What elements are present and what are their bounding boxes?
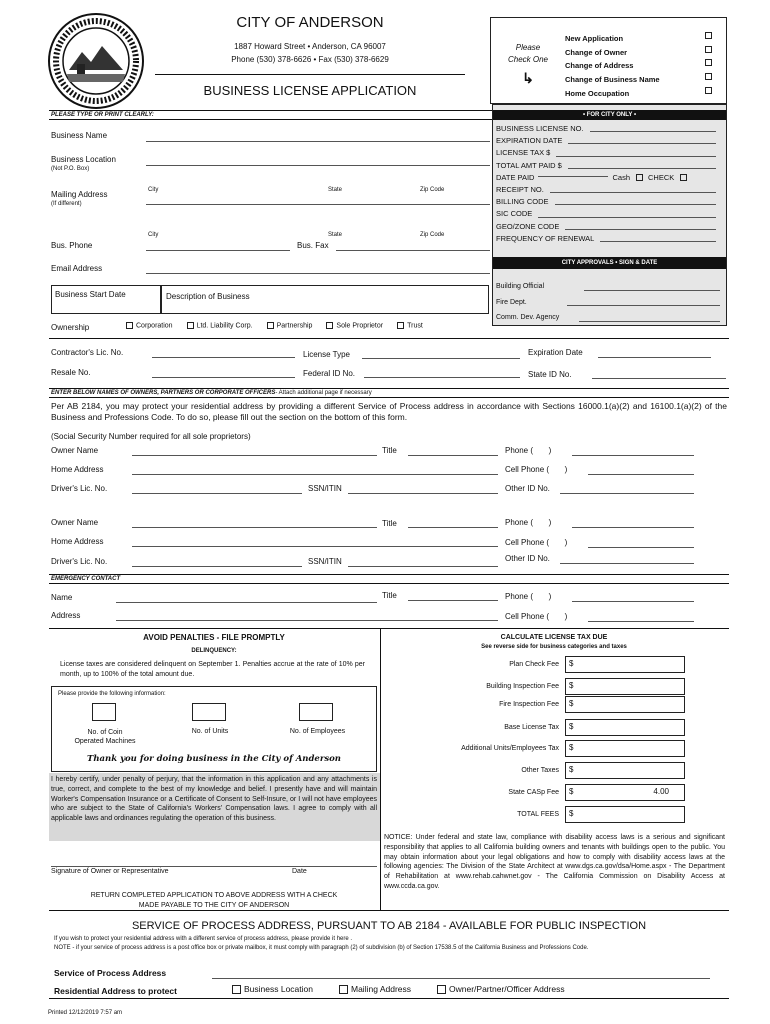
coin-machines-input[interactable] — [92, 703, 116, 721]
residential-owner-address[interactable]: Owner/Partner/Officer Address — [437, 984, 565, 994]
owner1-cell-label: Cell Phone ( ) — [505, 465, 568, 474]
owner2-name-field[interactable] — [132, 527, 377, 528]
owner2-dl-field[interactable] — [132, 566, 302, 567]
owner1-phone-field[interactable] — [572, 455, 694, 456]
owner2-title-field[interactable] — [408, 527, 498, 528]
signature-label: Signature of Owner or Representative — [51, 868, 169, 875]
emergency-name-label: Name — [51, 593, 73, 602]
city-field-sic: SIC CODE — [496, 208, 724, 220]
app-option-home[interactable]: Home Occupation — [565, 87, 715, 101]
license-type-label: License Type — [303, 350, 350, 359]
city-field-receipt: RECEIPT NO. — [496, 184, 724, 196]
emergency-cell-field[interactable] — [588, 621, 694, 622]
emergency-address-field[interactable] — [116, 620, 498, 621]
service-address-label: Service of Process Address — [54, 968, 167, 978]
owner1-other-field[interactable] — [560, 493, 694, 494]
checkbox-trust[interactable] — [397, 322, 404, 329]
checkbox-llc[interactable] — [187, 322, 194, 329]
ownership-llc[interactable]: Ltd. Liability Corp. — [187, 322, 253, 329]
arrow-icon: ↳ — [522, 70, 534, 86]
checkbox-corporation[interactable] — [126, 322, 133, 329]
checkbox-change-owner[interactable] — [705, 46, 712, 53]
zip-label-2: Zip Code — [420, 232, 445, 238]
contractor-field[interactable] — [152, 357, 295, 358]
city-field-frequency: FREQUENCY OF RENEWAL — [496, 233, 724, 245]
start-date-label: Business Start Date — [55, 290, 126, 299]
employees-label: No. of Employees — [289, 728, 346, 735]
city-only-fields — [496, 123, 724, 245]
tax-label-base: Base License Tax — [504, 724, 559, 731]
tax-label-total: TOTAL FEES — [517, 811, 559, 818]
owner2-phone-label: Phone ( ) — [505, 518, 552, 527]
city-field-license-tax: LICENSE TAX $ — [496, 147, 724, 159]
expiration-field[interactable] — [598, 357, 711, 358]
provide-info-label: Please provide the following information: — [58, 691, 166, 697]
check-one-prompt: Please Check One — [507, 43, 549, 64]
city-field-geo: GEO/ZONE CODE — [496, 221, 724, 233]
business-location-field[interactable] — [146, 165, 490, 166]
ssn-note: (Social Security Number required for all sole proprietors) — [51, 432, 251, 441]
owner1-other-label: Other ID No. — [505, 484, 550, 493]
tax-label-other: Other Taxes — [521, 767, 559, 774]
expiration-label: Expiration Date — [528, 348, 583, 357]
city-field-total-paid: TOTAL AMT PAID $ — [496, 160, 724, 172]
description-label: Description of Business — [166, 292, 250, 301]
ownership-label: Ownership — [51, 323, 90, 332]
owner2-cell-label: Cell Phone ( ) — [505, 538, 568, 547]
tax-label-plan: Plan Check Fee — [509, 661, 559, 668]
city-phone: Phone (530) 378-6626 • Fax (530) 378-6629 — [231, 55, 389, 64]
service-address-field[interactable] — [212, 978, 710, 979]
ownership-corporation[interactable]: Corporation — [126, 322, 173, 329]
owner1-home-field[interactable] — [132, 474, 498, 475]
checkbox-owner-address[interactable] — [437, 985, 446, 994]
certify-text: I hereby certify, under penalty of perjury, that the information in this application and any attachments is true, correct, and complete to the best of my knowledge and belief. I presently have and will maintain Worker's Compensation Insurance or a Certificate of Consent to Self-Insure, or I will not have employees who are subject to the State of California's Workers' Compensation laws. I agree to comply with all applicable laws and ordinances regulating the operation of this business. — [51, 776, 377, 823]
not-po-note: (Not P.O. Box) — [51, 166, 90, 172]
tax-title: CALCULATE LICENSE TAX DUE — [500, 634, 608, 641]
emergency-cell-label: Cell Phone ( ) — [505, 612, 568, 621]
signature-field[interactable] — [51, 866, 377, 867]
owner2-home-label: Home Address — [51, 537, 104, 546]
city-approvals-title: CITY APPROVALS • SIGN & DATE — [493, 257, 726, 269]
app-type-options — [565, 32, 715, 101]
state-id-field[interactable] — [592, 378, 726, 379]
owner1-cell-field[interactable] — [588, 474, 694, 475]
owner1-dl-field[interactable] — [132, 493, 302, 494]
print-instruction: PLEASE TYPE OR PRINT CLEARLY: — [49, 110, 493, 120]
residential-options — [232, 984, 702, 994]
owner2-other-label: Other ID No. — [505, 554, 550, 563]
app-option-address[interactable]: Change of Address — [565, 59, 715, 73]
residential-business-location[interactable]: Business Location — [232, 984, 313, 994]
state-id-label: State ID No. — [528, 370, 572, 379]
federal-field[interactable] — [364, 377, 520, 378]
emergency-phone-field[interactable] — [572, 601, 694, 602]
city-field-date-paid: DATE PAID Cash CHECK — [496, 172, 724, 184]
owner1-dl-label: Driver's Lic. No. — [51, 484, 108, 493]
emergency-name-field[interactable] — [116, 602, 377, 603]
delinquency-text: License taxes are considered delinquent on September 1. Penalties accrue at the rate of 10% per month, up to 100% of the total amount due. — [60, 661, 365, 678]
owner2-name-label: Owner Name — [51, 518, 99, 527]
owner1-title-label: Title — [382, 446, 397, 455]
service-title: SERVICE OF PROCESS ADDRESS, PURSUANT TO AB 2184 - AVAILABLE FOR PUBLIC INSPECTION — [131, 920, 647, 932]
city-seal — [47, 12, 145, 110]
ownership-options — [126, 322, 486, 329]
emergency-title-field[interactable] — [408, 600, 498, 601]
approval-building: Building Official — [496, 279, 724, 295]
approval-fire: Fire Dept. — [496, 295, 724, 311]
owner2-title-label: Title — [382, 519, 397, 528]
ownership-sole[interactable]: Sole Proprietor — [326, 322, 383, 329]
tax-label-casp: State CASp Fee — [508, 789, 559, 796]
checkbox-business-location[interactable] — [232, 985, 241, 994]
base-license-tax-input[interactable]: $ — [565, 719, 685, 736]
tax-subtitle: See reverse side for business categories and taxes — [481, 644, 627, 650]
app-option-owner[interactable]: Change of Owner — [565, 46, 715, 60]
additional-units-tax-input[interactable]: $ — [565, 740, 685, 757]
owner1-ssn-label: SSN/ITIN — [308, 484, 342, 493]
bus-fax-field[interactable] — [336, 250, 490, 251]
form-title: BUSINESS LICENSE APPLICATION — [203, 83, 417, 98]
owner2-home-field[interactable] — [132, 546, 498, 547]
state-label-2: State — [328, 232, 343, 238]
owner1-phone-label: Phone ( ) — [505, 446, 552, 455]
owner2-ssn-field[interactable] — [348, 566, 498, 567]
service-line-1: If you wish to protect your residential address with a different service of process address, please provide it here . — [54, 936, 353, 942]
ownership-partnership[interactable]: Partnership — [267, 322, 313, 329]
total-fees-input[interactable]: $ — [565, 806, 685, 823]
bus-phone-label: Bus. Phone — [51, 241, 93, 250]
owner1-name-field[interactable] — [132, 455, 377, 456]
other-taxes-input[interactable]: $ — [565, 762, 685, 779]
fire-inspection-fee-input[interactable]: $ — [565, 696, 685, 713]
ownership-trust[interactable]: Trust — [397, 322, 423, 329]
checkbox-change-address[interactable] — [705, 59, 712, 66]
business-location-label: Business Location — [51, 155, 116, 164]
coin-machines-label: No. of Coin Operated Machines — [74, 729, 136, 745]
owner2-other-field[interactable] — [560, 563, 694, 564]
mailing-address-label: Mailing Address — [51, 190, 108, 199]
checkbox-mailing-address[interactable] — [339, 985, 348, 994]
ab2184-text: Per AB 2184, you may protect your residential address by providing a different Service of Process address in accordance with Sections 16000.1(a)(2) and 16100.1(a)(2) of the Business and Professions Code. To do so, please fill out the section on the bottom of this form. — [51, 401, 727, 422]
app-option-name[interactable]: Change of Business Name — [565, 73, 715, 87]
business-name-label: Business Name — [51, 131, 108, 140]
owner1-ssn-field[interactable] — [348, 493, 498, 494]
license-type-field[interactable] — [362, 358, 520, 359]
residential-mailing-address[interactable]: Mailing Address — [339, 984, 411, 994]
city-approvals — [496, 279, 724, 326]
city-field-license-no: BUSINESS LICENSE NO. — [496, 123, 724, 135]
mailing-address-field[interactable] — [146, 204, 490, 205]
owner1-home-label: Home Address — [51, 465, 104, 474]
tax-label-building: Building Inspection Fee — [486, 683, 559, 690]
return-instructions: RETURN COMPLETED APPLICATION TO ABOVE ADDRESS WITH A CHECK MADE PAYABLE TO THE CITY OF ANDERSON — [90, 892, 338, 909]
building-inspection-fee-input[interactable]: $ — [565, 678, 685, 695]
employees-input[interactable] — [299, 703, 333, 721]
checkbox-change-name[interactable] — [705, 73, 712, 80]
city-label-1: City — [148, 187, 159, 193]
emergency-title-label: Title — [382, 591, 397, 600]
city-field-expiration: EXPIRATION DATE — [496, 135, 724, 147]
owner2-cell-field[interactable] — [588, 547, 694, 548]
service-line-2: NOTE - if your service of process address is a post office box or private mailbox, it must comply with paragraph (2) of subdivision (b) of Section 17538.5 of the California Business and Professions Code. — [54, 945, 589, 951]
penalties-title: AVOID PENALTIES - FILE PROMPTLY — [143, 633, 285, 642]
plan-check-fee-input[interactable]: $ — [565, 656, 685, 673]
date-label: Date — [292, 868, 307, 875]
thank-you-text: Thank you for doing business in the City of Anderson — [87, 754, 341, 764]
checkbox-cash — [636, 174, 643, 181]
zip-label-1: Zip Code — [420, 187, 445, 193]
bus-fax-label: Bus. Fax — [297, 241, 329, 250]
tax-label-additional: Additional Units/Employees Tax — [461, 745, 559, 752]
city-field-billing: BILLING CODE — [496, 196, 724, 208]
printed-timestamp: Printed 12/12/2019 7:57 am — [48, 1010, 123, 1016]
approval-comm-dev: Comm. Dev. Agency — [496, 310, 724, 326]
emergency-address-label: Address — [51, 611, 81, 620]
resale-label: Resale No. — [51, 368, 91, 377]
disability-notice: NOTICE: Under federal and state law, compliance with disability access laws is a serious and significant responsibility that applies to all California building owners and tenants with buildings open to the public. You may obtain information about your legal obligations and how to comply with disability access laws at the following agencies: The Division of the State Architect at www.dgs.ca.gov/dsa/Home.aspx - The Department of Rehabilitation at www.rehab.cahwnet.gov - The California Commission on Disability Access at www.ccda.ca.gov. — [384, 834, 725, 890]
city-name: CITY OF ANDERSON — [236, 14, 384, 31]
state-label-1: State — [328, 187, 343, 193]
if-different-note: (If different) — [51, 201, 82, 207]
emergency-phone-label: Phone ( ) — [505, 592, 552, 601]
units-label: No. of Units — [191, 728, 229, 735]
city-label-2: City — [148, 232, 159, 238]
resale-field[interactable] — [152, 377, 295, 378]
app-option-new[interactable]: New Application — [565, 32, 715, 46]
residential-label: Residential Address to protect — [54, 986, 177, 996]
tax-label-fire: Fire Inspection Fee — [499, 701, 559, 708]
owner2-phone-field[interactable] — [572, 527, 694, 528]
emergency-header: EMERGENCY CONTACT — [49, 574, 729, 584]
federal-label: Federal ID No. — [303, 369, 356, 378]
city-address: 1887 Howard Street • Anderson, CA 96007 — [234, 42, 386, 51]
city-only-title: • FOR CITY ONLY • — [493, 110, 726, 120]
owner2-dl-label: Driver's Lic. No. — [51, 557, 108, 566]
email-label: Email Address — [51, 264, 103, 273]
owner1-name-label: Owner Name — [51, 446, 99, 455]
owner2-ssn-label: SSN/ITIN — [308, 557, 342, 566]
checkbox-partnership[interactable] — [267, 322, 274, 329]
checkbox-check — [680, 174, 687, 181]
contractor-label: Contractor's Lic. No. — [51, 348, 124, 357]
checkbox-new-application[interactable] — [705, 32, 712, 39]
owners-header: ENTER BELOW NAMES OF OWNERS, PARTNERS OR CORPORATE OFFICERS- Attach additional page if necessary — [49, 388, 729, 398]
checkbox-home-occupation[interactable] — [705, 87, 712, 94]
delinquency-label: DELINQUENCY: — [191, 648, 237, 654]
owner1-title-field[interactable] — [408, 455, 498, 456]
casp-fee-input[interactable]: $ 4.00 — [565, 784, 685, 801]
checkbox-sole-proprietor[interactable] — [326, 322, 333, 329]
email-field[interactable] — [146, 273, 490, 274]
units-input[interactable] — [192, 703, 226, 721]
business-name-field[interactable] — [146, 141, 490, 142]
bus-phone-field[interactable] — [146, 250, 290, 251]
